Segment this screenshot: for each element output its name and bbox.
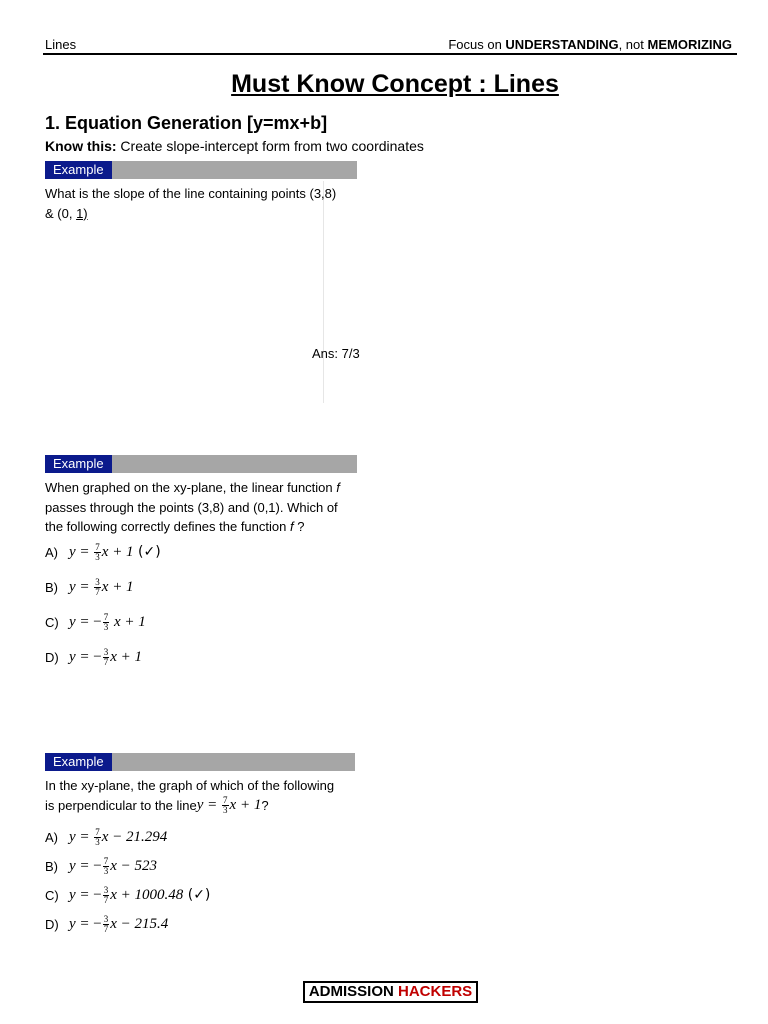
example-1-link[interactable]: 1): [76, 205, 88, 221]
example-3-question: [45, 776, 375, 815]
option-equation: [69, 648, 142, 667]
eq-sign: −: [93, 857, 102, 874]
header-right: [448, 37, 732, 52]
option-letter: B): [45, 858, 58, 874]
example-2-option-b[interactable]: [45, 575, 161, 599]
option-letter: C): [45, 887, 59, 903]
option-letter: C): [45, 614, 59, 630]
example-3-option-c[interactable]: [45, 883, 210, 907]
fraction-num: 7: [223, 794, 228, 805]
fraction: [94, 543, 101, 562]
fraction-den: 7: [95, 586, 100, 597]
eq-pre: y =: [69, 857, 94, 874]
option-equation: [69, 543, 161, 562]
fraction-den: 7: [103, 923, 109, 934]
eq-post: x + 1000.48: [110, 886, 184, 903]
eq-pre: y =: [69, 886, 94, 903]
eq-post: x + 1: [110, 613, 146, 630]
fraction-den: 3: [95, 551, 100, 562]
eq-sign: −: [93, 886, 102, 903]
fraction: [103, 886, 110, 905]
eq-sign: −: [93, 613, 102, 630]
option-equation: [69, 613, 146, 632]
option-letter: A): [45, 544, 58, 560]
option-equation: [69, 828, 167, 847]
example-2-line-2: passes through the points (3,8) and (0,1). Which of: [45, 499, 338, 515]
fraction-den: 7: [103, 656, 109, 667]
header-right-bold-1: UNDERSTANDING: [505, 37, 619, 52]
check-mark-icon: (✓): [133, 543, 161, 560]
eq-post: x + 1: [110, 648, 143, 665]
eq-pre: y =: [69, 613, 94, 630]
fraction: [103, 613, 110, 632]
know-this-line: [45, 138, 424, 154]
example-3-option-b[interactable]: [45, 854, 210, 878]
know-label: Know this:: [45, 138, 117, 154]
page-title: Must Know Concept : Lines: [231, 70, 559, 98]
header-left: Lines: [45, 37, 77, 52]
example-1-bar: [45, 161, 357, 179]
example-2-line-1-text: When graphed on the xy-plane, the linear function: [45, 480, 337, 495]
example-2-option-d[interactable]: [45, 645, 161, 669]
logo-part-b: HACKERS: [398, 983, 473, 1000]
option-letter: D): [45, 916, 59, 932]
eq-sign: −: [93, 648, 102, 665]
example-3-line-2-eq: [197, 796, 262, 816]
example-2-line-3-f: f: [289, 519, 294, 534]
logo-part-a: ADMISSION: [308, 983, 398, 1000]
fraction-num: 7: [95, 826, 100, 837]
eq-post: x − 215.4: [110, 915, 169, 932]
example-2-line-1: [45, 478, 365, 498]
example-1-question: [45, 184, 365, 223]
eq-post: x + 1: [101, 543, 134, 560]
eq-pre: y =: [196, 796, 222, 813]
fraction: [222, 796, 229, 815]
eq-pre: y =: [69, 915, 94, 932]
header-right-bold-2: MEMORIZING: [647, 37, 732, 52]
fraction-den: 3: [103, 621, 109, 632]
example-3-bar: [45, 753, 355, 771]
fraction: [94, 828, 101, 847]
eq-post: x + 1: [101, 578, 134, 595]
example-1-answer: Ans: 7/3: [312, 346, 360, 361]
option-letter: A): [45, 829, 58, 845]
example-1-line-1: What is the slope of the line containing points (3,8): [45, 186, 337, 201]
eq-sign: −: [93, 915, 102, 932]
example-3-label: Example: [45, 753, 112, 771]
header-divider: [43, 53, 737, 55]
check-mark-icon: (✓): [183, 886, 211, 903]
eq-pre: y =: [69, 543, 94, 560]
admission-hackers-logo: [303, 981, 478, 1003]
example-2-option-a[interactable]: [45, 540, 161, 564]
fraction: [94, 578, 101, 597]
example-2-line-3: [45, 517, 365, 537]
fraction-num: 3: [103, 884, 109, 895]
fraction-num: 7: [103, 855, 109, 866]
fraction-num: 3: [103, 913, 109, 924]
example-2-option-c[interactable]: [45, 610, 161, 634]
example-3-line-2-text: is perpendicular to the line: [45, 797, 197, 813]
example-2-options: [45, 540, 161, 669]
fraction-num: 7: [103, 611, 109, 622]
example-2-bar: [45, 455, 357, 473]
example-3-line-2: [45, 796, 375, 816]
example-3-line-1: In the xy-plane, the graph of which of the following: [45, 778, 335, 793]
header-right-pre: Focus on: [448, 37, 506, 52]
example-2-line-3-text: the following correctly defines the function: [45, 519, 290, 534]
option-letter: B): [45, 579, 58, 595]
fraction-num: 7: [95, 541, 100, 552]
example-1-line-2: [45, 204, 365, 224]
example-2-question: [45, 478, 365, 537]
fraction-den: 3: [223, 804, 228, 815]
example-3-line-2-end: ?: [261, 797, 269, 813]
option-equation: [69, 857, 157, 876]
option-equation: [69, 915, 168, 934]
example-2-line-1-f: f: [336, 480, 340, 495]
example-2-line-3-end: ?: [293, 519, 305, 534]
fraction-num: 3: [103, 646, 109, 657]
know-text: Create slope-intercept form from two coordinates: [116, 138, 424, 154]
example-3-option-d[interactable]: [45, 912, 210, 936]
example-3-option-a[interactable]: [45, 825, 210, 849]
option-equation: [69, 578, 134, 597]
eq-post: x + 1: [229, 796, 262, 813]
example-3-options: [45, 825, 210, 936]
example-1-line-2-pre: & (0,: [45, 205, 77, 221]
fraction: [103, 857, 110, 876]
fraction-den: 3: [95, 836, 100, 847]
fraction: [103, 648, 110, 667]
fraction-den: 7: [103, 894, 109, 905]
section-heading: 1. Equation Generation [y=mx+b]: [45, 113, 328, 133]
fraction: [103, 915, 110, 934]
fraction-num: 3: [95, 576, 100, 587]
example-2-label: Example: [45, 455, 112, 473]
eq-pre: y =: [69, 648, 94, 665]
option-letter: D): [45, 649, 59, 665]
eq-post: x − 523: [110, 857, 158, 874]
eq-pre: y =: [69, 828, 94, 845]
fraction-den: 3: [103, 865, 109, 876]
option-equation: [69, 886, 210, 905]
eq-post: x − 21.294: [101, 828, 168, 845]
eq-pre: y =: [69, 578, 94, 595]
example-1-label: Example: [45, 161, 112, 179]
header-right-mid: , not: [618, 37, 648, 52]
